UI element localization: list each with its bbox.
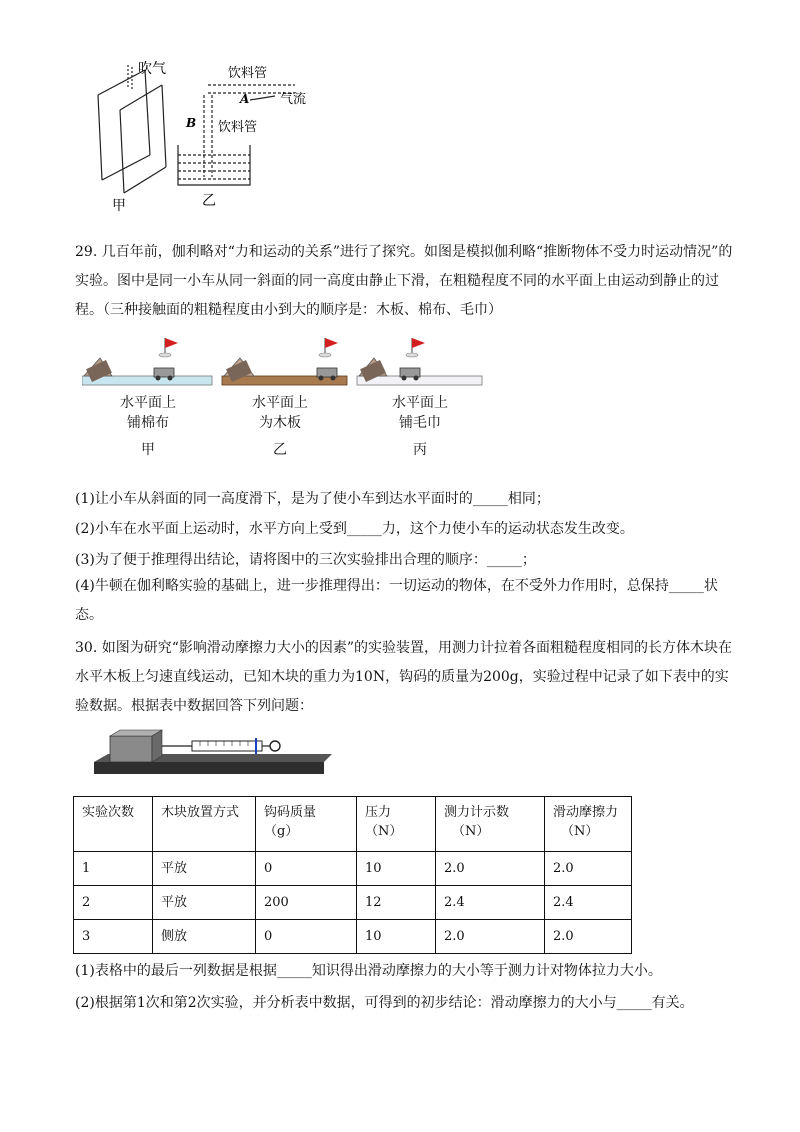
table-cell: 3 (74, 920, 153, 954)
panel-caption-1-line1: 水平面上 (120, 395, 176, 411)
table-cell: 10 (357, 920, 436, 954)
caption-yi: 乙 (202, 193, 216, 209)
panel-tag-3: 丙 (413, 442, 427, 458)
table-cell: 2.4 (436, 886, 545, 920)
point-b-label: B (186, 116, 197, 130)
table-cell: 200 (256, 886, 357, 920)
table-cell: 2 (74, 886, 153, 920)
header-friction-force-unit: （N） (561, 824, 599, 839)
table-cell: 1 (74, 852, 153, 886)
table-cell: 2.0 (545, 852, 632, 886)
table-cell: 2.0 (436, 852, 545, 886)
panel-caption-2 (240, 393, 320, 433)
friction-data-table (73, 796, 632, 954)
header-weight-mass (256, 797, 357, 852)
panel-tag-1: 甲 (141, 442, 155, 458)
table-cell: 侧放 (153, 920, 256, 954)
paper-sheets-diagram (98, 65, 166, 193)
caption-jia: 甲 (112, 198, 126, 214)
q29-sub1: (1)让小车从斜面的同一高度滑下，是为了使小车到达水平面时的_____相同； (75, 491, 550, 507)
table-cell: 0 (256, 920, 357, 954)
q29-sub2: (2)小车在水平面上运动时，水平方向上受到_____力，这个力使小车的运动状态发生改变。 (75, 521, 634, 537)
header-trial-number-label: 实验次数 (82, 805, 135, 820)
q29-sub4: (4)牛顿在伽利略实验的基础上，进一步推理得出：一切运动的物体，在不受外力作用时，总保持_____状态。 (75, 578, 718, 623)
header-placement-label: 木块放置方式 (161, 805, 240, 820)
header-pressure (357, 797, 436, 852)
point-a-label: A (240, 92, 250, 106)
header-trial-number (74, 797, 153, 852)
blow-label: 吹气 (138, 61, 166, 77)
incline-panel-wood (222, 338, 347, 385)
table-cell: 2.0 (545, 920, 632, 954)
panel-tag-2: 乙 (273, 442, 287, 458)
header-placement (153, 797, 256, 852)
table-header-row (74, 797, 632, 852)
q29-intro: 29. 几百年前，伽利略对“力和运动的关系”进行了探究。如图是模拟伽利略“推断物体不受力时运动情况”的实验。图中是同一小车从同一斜面的同一高度由静止下滑，在粗糙程度不同的水平面上由运动到静止的过程。（三种接触面的粗糙程度由小到大的顺序是：木板、棉布、毛巾） (75, 244, 733, 318)
table-row (74, 852, 632, 886)
table-cell: 0 (256, 852, 357, 886)
table-cell: 平放 (153, 886, 256, 920)
table-cell: 10 (357, 852, 436, 886)
beaker-straw-diagram (178, 85, 295, 185)
friction-apparatus-figure (92, 728, 332, 780)
airflow-label: 气流 (280, 92, 307, 107)
table-cell: 2.0 (436, 920, 545, 954)
header-meter-reading-label: 测力计示数 (444, 805, 510, 820)
q30-sub1: (1)表格中的最后一列数据是根据_____知识得出滑动摩擦力的大小等于测力计对物体拉力大小。 (75, 963, 662, 979)
panel-caption-2-line1: 水平面上 (252, 395, 308, 411)
header-friction-force-label: 滑动摩擦力 (553, 805, 619, 820)
straw-top-label: 饮料管 (228, 66, 268, 81)
panel-caption-1-line2: 铺棉布 (127, 415, 169, 431)
panel-caption-3 (380, 393, 460, 433)
header-weight-mass-label: 钩码质量 (264, 805, 317, 820)
table-cell: 2.4 (545, 886, 632, 920)
q29-sub3: (3)为了便于推理得出结论，请将图中的三次实验排出合理的顺序：_____； (75, 552, 536, 568)
table-row (74, 920, 632, 954)
header-meter-reading-unit: （N） (452, 824, 490, 839)
header-pressure-label: 压力 (365, 805, 392, 820)
panel-caption-3-line2: 铺毛巾 (399, 415, 441, 431)
table-row (74, 886, 632, 920)
header-meter-reading (436, 797, 545, 852)
header-friction-force (545, 797, 632, 852)
incline-panel-towel (357, 338, 482, 385)
panel-caption-3-line1: 水平面上 (392, 395, 448, 411)
blowing-experiment-figure (90, 55, 320, 215)
panel-caption-2-line2: 为木板 (259, 415, 301, 431)
panel-caption-1 (108, 393, 188, 433)
q30-intro: 30. 如图为研究“影响滑动摩擦力大小的因素”的实验装置，用测力计拉着各面粗糙程度相同的长方体木块在水平木板上匀速直线运动，已知木块的重力为10N，钩码的质量为200g，实验过程中记录了如下表中的实验数据。根据表中数据回答下列问题： (75, 640, 733, 714)
header-pressure-unit: （N） (365, 824, 403, 839)
incline-panel-cotton (82, 338, 212, 385)
table-cell: 12 (357, 886, 436, 920)
straw-side-label: 饮料管 (218, 120, 258, 135)
table-cell: 平放 (153, 852, 256, 886)
incline-panels-figure (82, 328, 492, 393)
header-weight-mass-unit: （g） (264, 824, 299, 839)
q30-sub2: (2)根据第1次和第2次实验，并分析表中数据，可得到的初步结论：滑动摩擦力的大小与_____有关。 (75, 995, 694, 1011)
